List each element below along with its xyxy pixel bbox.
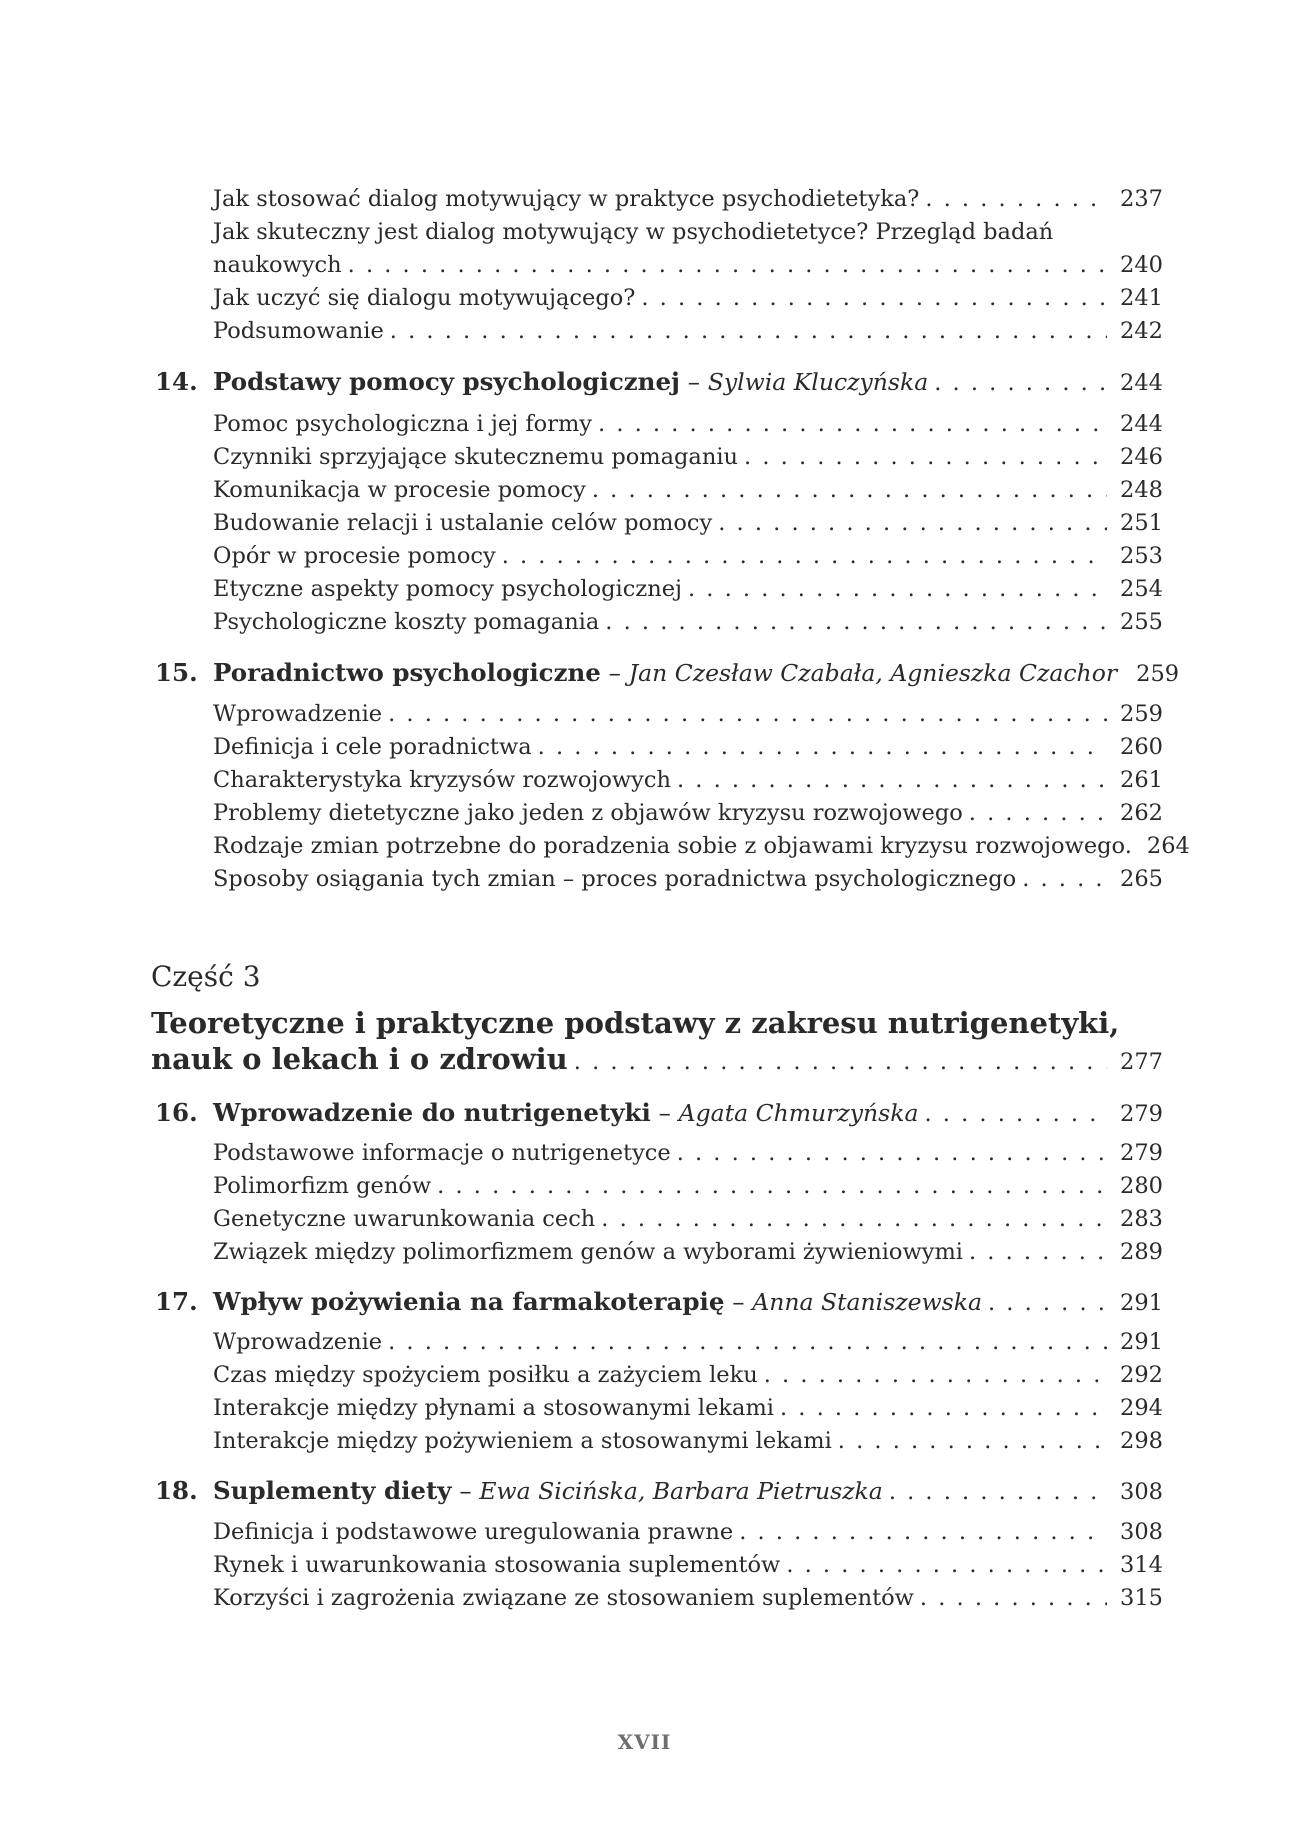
toc-entry[interactable]	[213, 506, 1163, 540]
entry-title: Opór w procesie pomocy	[213, 543, 496, 569]
dot-leader	[739, 1515, 1107, 1549]
entry-page: 291	[1120, 1329, 1163, 1355]
part-page: 277	[1120, 1049, 1163, 1075]
chapter-heading[interactable]	[213, 656, 1180, 690]
part-title-line1: Teoretyczne i praktyczne podstawy z zakresu nutrigenetyki,	[151, 1006, 1120, 1040]
toc-entry[interactable]	[213, 730, 1163, 764]
dot-leader	[925, 1097, 1108, 1131]
separator: –	[650, 1098, 679, 1127]
entry-page: 255	[1120, 609, 1163, 635]
dot-leader	[780, 1391, 1107, 1425]
chapter-number: 16.	[155, 1098, 198, 1127]
entry-title: Charakterystyka kryzysów rozwojowych	[213, 767, 671, 793]
entry-title: Etyczne aspekty pomocy psychologicznej	[213, 576, 682, 602]
toc-entry[interactable]	[213, 1202, 1163, 1236]
toc-entry[interactable]	[213, 1391, 1163, 1425]
toc-entry[interactable]	[213, 1235, 1163, 1269]
toc-entry[interactable]	[213, 1548, 1163, 1582]
entry-title: naukowych	[213, 252, 342, 278]
page-folio: XVII	[617, 1730, 672, 1754]
entry-title: Komunikacja w procesie pomocy	[213, 477, 586, 503]
toc-entry[interactable]	[213, 1358, 1163, 1392]
dot-leader	[390, 314, 1107, 348]
entry-page: 315	[1120, 1585, 1163, 1611]
entry-title: Czynniki sprzyjające skutecznemu pomaganiu	[213, 444, 739, 470]
toc-entry[interactable]	[213, 763, 1163, 797]
entry-title: Genetyczne uwarunkowania cech	[213, 1206, 596, 1232]
chapter-page: 244	[1120, 370, 1163, 396]
entry-page: 251	[1120, 510, 1163, 536]
chapter-title-text: Podstawy pomocy psychologicznej	[213, 367, 680, 396]
dot-leader	[969, 796, 1107, 830]
chapter-number: 18.	[155, 1476, 198, 1505]
toc-entry[interactable]	[213, 407, 1163, 441]
entry-page: 264	[1146, 833, 1190, 859]
entry-page: 294	[1120, 1395, 1163, 1421]
dot-leader	[388, 1325, 1107, 1359]
entry-page: 280	[1120, 1173, 1163, 1199]
entry-title: Wprowadzenie	[213, 1329, 383, 1355]
dot-leader	[601, 1202, 1107, 1236]
toc-entry[interactable]	[213, 605, 1163, 639]
toc-entry[interactable]	[213, 1169, 1163, 1203]
part-title-line2-row[interactable]	[151, 1040, 1163, 1078]
dot-leader	[920, 1581, 1107, 1615]
toc-entry[interactable]	[213, 796, 1163, 830]
chapter-author: Agata Chmurzyńska	[678, 1099, 919, 1127]
entry-title: Podsumowanie	[213, 318, 384, 344]
entry-title: Rodzaje zmian potrzebne do poradzenia sobie z objawami kryzysu rozwojowego.	[213, 833, 1132, 859]
toc-entry[interactable]	[213, 314, 1163, 348]
dot-leader	[677, 1136, 1107, 1170]
chapter-heading[interactable]	[213, 1474, 1163, 1508]
dot-leader	[838, 1424, 1107, 1458]
entry-title: Definicja i cele poradnictwa	[213, 734, 532, 760]
entry-page: 246	[1120, 444, 1163, 470]
dot-leader	[786, 1548, 1107, 1582]
separator: –	[451, 1476, 480, 1505]
entry-page: 262	[1120, 800, 1163, 826]
chapter-heading[interactable]	[213, 1285, 1163, 1319]
toc-entry[interactable]	[213, 862, 1163, 896]
chapter-page: 308	[1120, 1479, 1163, 1505]
entry-page: 283	[1120, 1206, 1163, 1232]
chapter-title	[213, 1096, 919, 1130]
separator: –	[600, 658, 629, 687]
entry-page: 298	[1120, 1428, 1163, 1454]
entry-title: Jak stosować dialog motywujący w praktyce psychodietetyka?	[213, 186, 920, 212]
entry-page: 244	[1120, 411, 1163, 437]
chapter-author: Ewa Sicińska, Barbara Pietruszka	[479, 1477, 883, 1505]
entry-title: Pomoc psychologiczna i jej formy	[213, 411, 593, 437]
entry-title: Problemy dietetyczne jako jeden z objawów kryzysu rozwojowego	[213, 800, 963, 826]
chapter-heading[interactable]	[213, 1096, 1163, 1130]
toc-entry[interactable]	[213, 1136, 1163, 1170]
toc-entry[interactable]	[213, 1424, 1163, 1458]
dot-leader	[592, 473, 1107, 507]
entry-page: 292	[1120, 1362, 1163, 1388]
chapter-title	[213, 1474, 883, 1508]
chapter-title	[213, 365, 928, 399]
entry-title: Interakcje między pożywieniem a stosowanymi lekami	[213, 1428, 832, 1454]
entry-page: 259	[1120, 701, 1163, 727]
entry-title: Jak uczyć się dialogu motywującego?	[213, 285, 636, 311]
dot-leader	[718, 506, 1107, 540]
dot-leader	[538, 730, 1107, 764]
entry-page: 237	[1120, 186, 1163, 212]
toc-entry[interactable]	[213, 1325, 1163, 1359]
separator: –	[679, 367, 708, 396]
dot-leader	[598, 407, 1107, 441]
toc-entry[interactable]	[213, 1515, 1163, 1549]
entry-title: Sposoby osiągania tych zmian – proces poradnictwa psychologicznego	[213, 866, 1017, 892]
dot-leader	[744, 440, 1107, 474]
chapter-title-text: Suplementy diety	[213, 1476, 452, 1505]
dot-leader	[348, 248, 1107, 282]
entry-page: 308	[1120, 1519, 1163, 1545]
toc-entry[interactable]	[213, 473, 1163, 507]
entry-title: Definicja i podstawowe uregulowania prawne	[213, 1519, 734, 1545]
entry-page: 289	[1120, 1239, 1163, 1265]
entry-page: 248	[1120, 477, 1163, 503]
dot-leader	[677, 763, 1107, 797]
entry-title: Rynek i uwarunkowania stosowania suplementów	[213, 1552, 781, 1578]
dot-leader	[764, 1358, 1107, 1392]
entry-page: 260	[1120, 734, 1163, 760]
dot-leader	[969, 1235, 1107, 1269]
entry-title: Psychologiczne koszty pomagania	[213, 609, 600, 635]
chapter-title-text: Wpływ pożywienia na farmakoterapię	[213, 1287, 725, 1316]
entry-title: Czas między spożyciem posiłku a zażyciem leku	[213, 1362, 758, 1388]
entry-title: Polimorfizm genów	[213, 1173, 432, 1199]
entry-title: Jak skuteczny jest dialog motywujący w psychodietetyce? Przegląd badań	[213, 219, 1054, 245]
entry-page: 279	[1120, 1140, 1163, 1166]
chapter-title-text: Wprowadzenie do nutrigenetyki	[213, 1098, 651, 1127]
entry-title: Podstawowe informacje o nutrigenetyce	[213, 1140, 671, 1166]
dot-leader	[889, 1475, 1107, 1509]
dot-leader	[502, 539, 1107, 573]
entry-page: 241	[1120, 285, 1163, 311]
entry-title: Budowanie relacji i ustalanie celów pomocy	[213, 510, 713, 536]
entry-page: 242	[1120, 318, 1163, 344]
dot-leader	[688, 572, 1107, 606]
dot-leader	[925, 182, 1107, 216]
chapter-author: Jan Czesław Czabała, Agnieszka Czachor	[628, 659, 1118, 687]
entry-page: 261	[1120, 767, 1163, 793]
part-label: Część 3	[151, 960, 261, 993]
chapter-heading[interactable]	[213, 365, 1163, 399]
toc-entry[interactable]	[213, 539, 1163, 573]
toc-entry-line1[interactable]	[213, 215, 1163, 249]
chapter-page: 279	[1120, 1101, 1163, 1127]
entry-title: Korzyści i zagrożenia związane ze stosowaniem suplementów	[213, 1585, 914, 1611]
toc-entry[interactable]	[213, 248, 1163, 282]
chapter-title	[213, 1285, 982, 1319]
entry-page: 265	[1120, 866, 1163, 892]
chapter-title-text: Poradnictwo psychologiczne	[213, 658, 601, 687]
toc-entry[interactable]	[213, 1581, 1163, 1615]
toc-entry[interactable]	[213, 182, 1163, 216]
chapter-number: 14.	[155, 367, 198, 396]
dot-leader	[1022, 862, 1107, 896]
entry-title: Interakcje między płynami a stosowanymi lekami	[213, 1395, 774, 1421]
entry-page: 253	[1120, 543, 1163, 569]
dot-leader	[605, 605, 1107, 639]
toc-entry[interactable]	[213, 697, 1163, 731]
toc-entry[interactable]	[213, 281, 1163, 315]
entry-page: 240	[1120, 252, 1163, 278]
entry-page: 254	[1120, 576, 1163, 602]
dot-leader	[388, 697, 1107, 731]
chapter-title	[213, 656, 1117, 690]
dot-leader	[437, 1169, 1107, 1203]
chapter-page: 291	[1120, 1290, 1163, 1316]
toc-entry[interactable]	[213, 440, 1163, 474]
chapter-number: 17.	[155, 1287, 198, 1316]
part-title-line2: nauk o lekach i o zdrowiu	[151, 1042, 568, 1076]
entry-title: Związek między polimorfizmem genów a wyborami żywieniowymi	[213, 1239, 963, 1265]
entry-page: 314	[1120, 1552, 1163, 1578]
chapter-page: 259	[1136, 661, 1180, 687]
dot-leader	[934, 366, 1107, 400]
dot-leader	[641, 281, 1107, 315]
entry-title: Wprowadzenie	[213, 701, 383, 727]
chapter-author: Anna Staniszewska	[752, 1288, 982, 1316]
toc-entry[interactable]	[213, 829, 1190, 863]
toc-entry[interactable]	[213, 572, 1163, 606]
chapter-author: Sylwia Kluczyńska	[707, 368, 929, 396]
chapter-number: 15.	[155, 658, 198, 687]
dot-leader	[988, 1286, 1107, 1320]
separator: –	[724, 1287, 753, 1316]
dot-leader	[574, 1043, 1107, 1081]
